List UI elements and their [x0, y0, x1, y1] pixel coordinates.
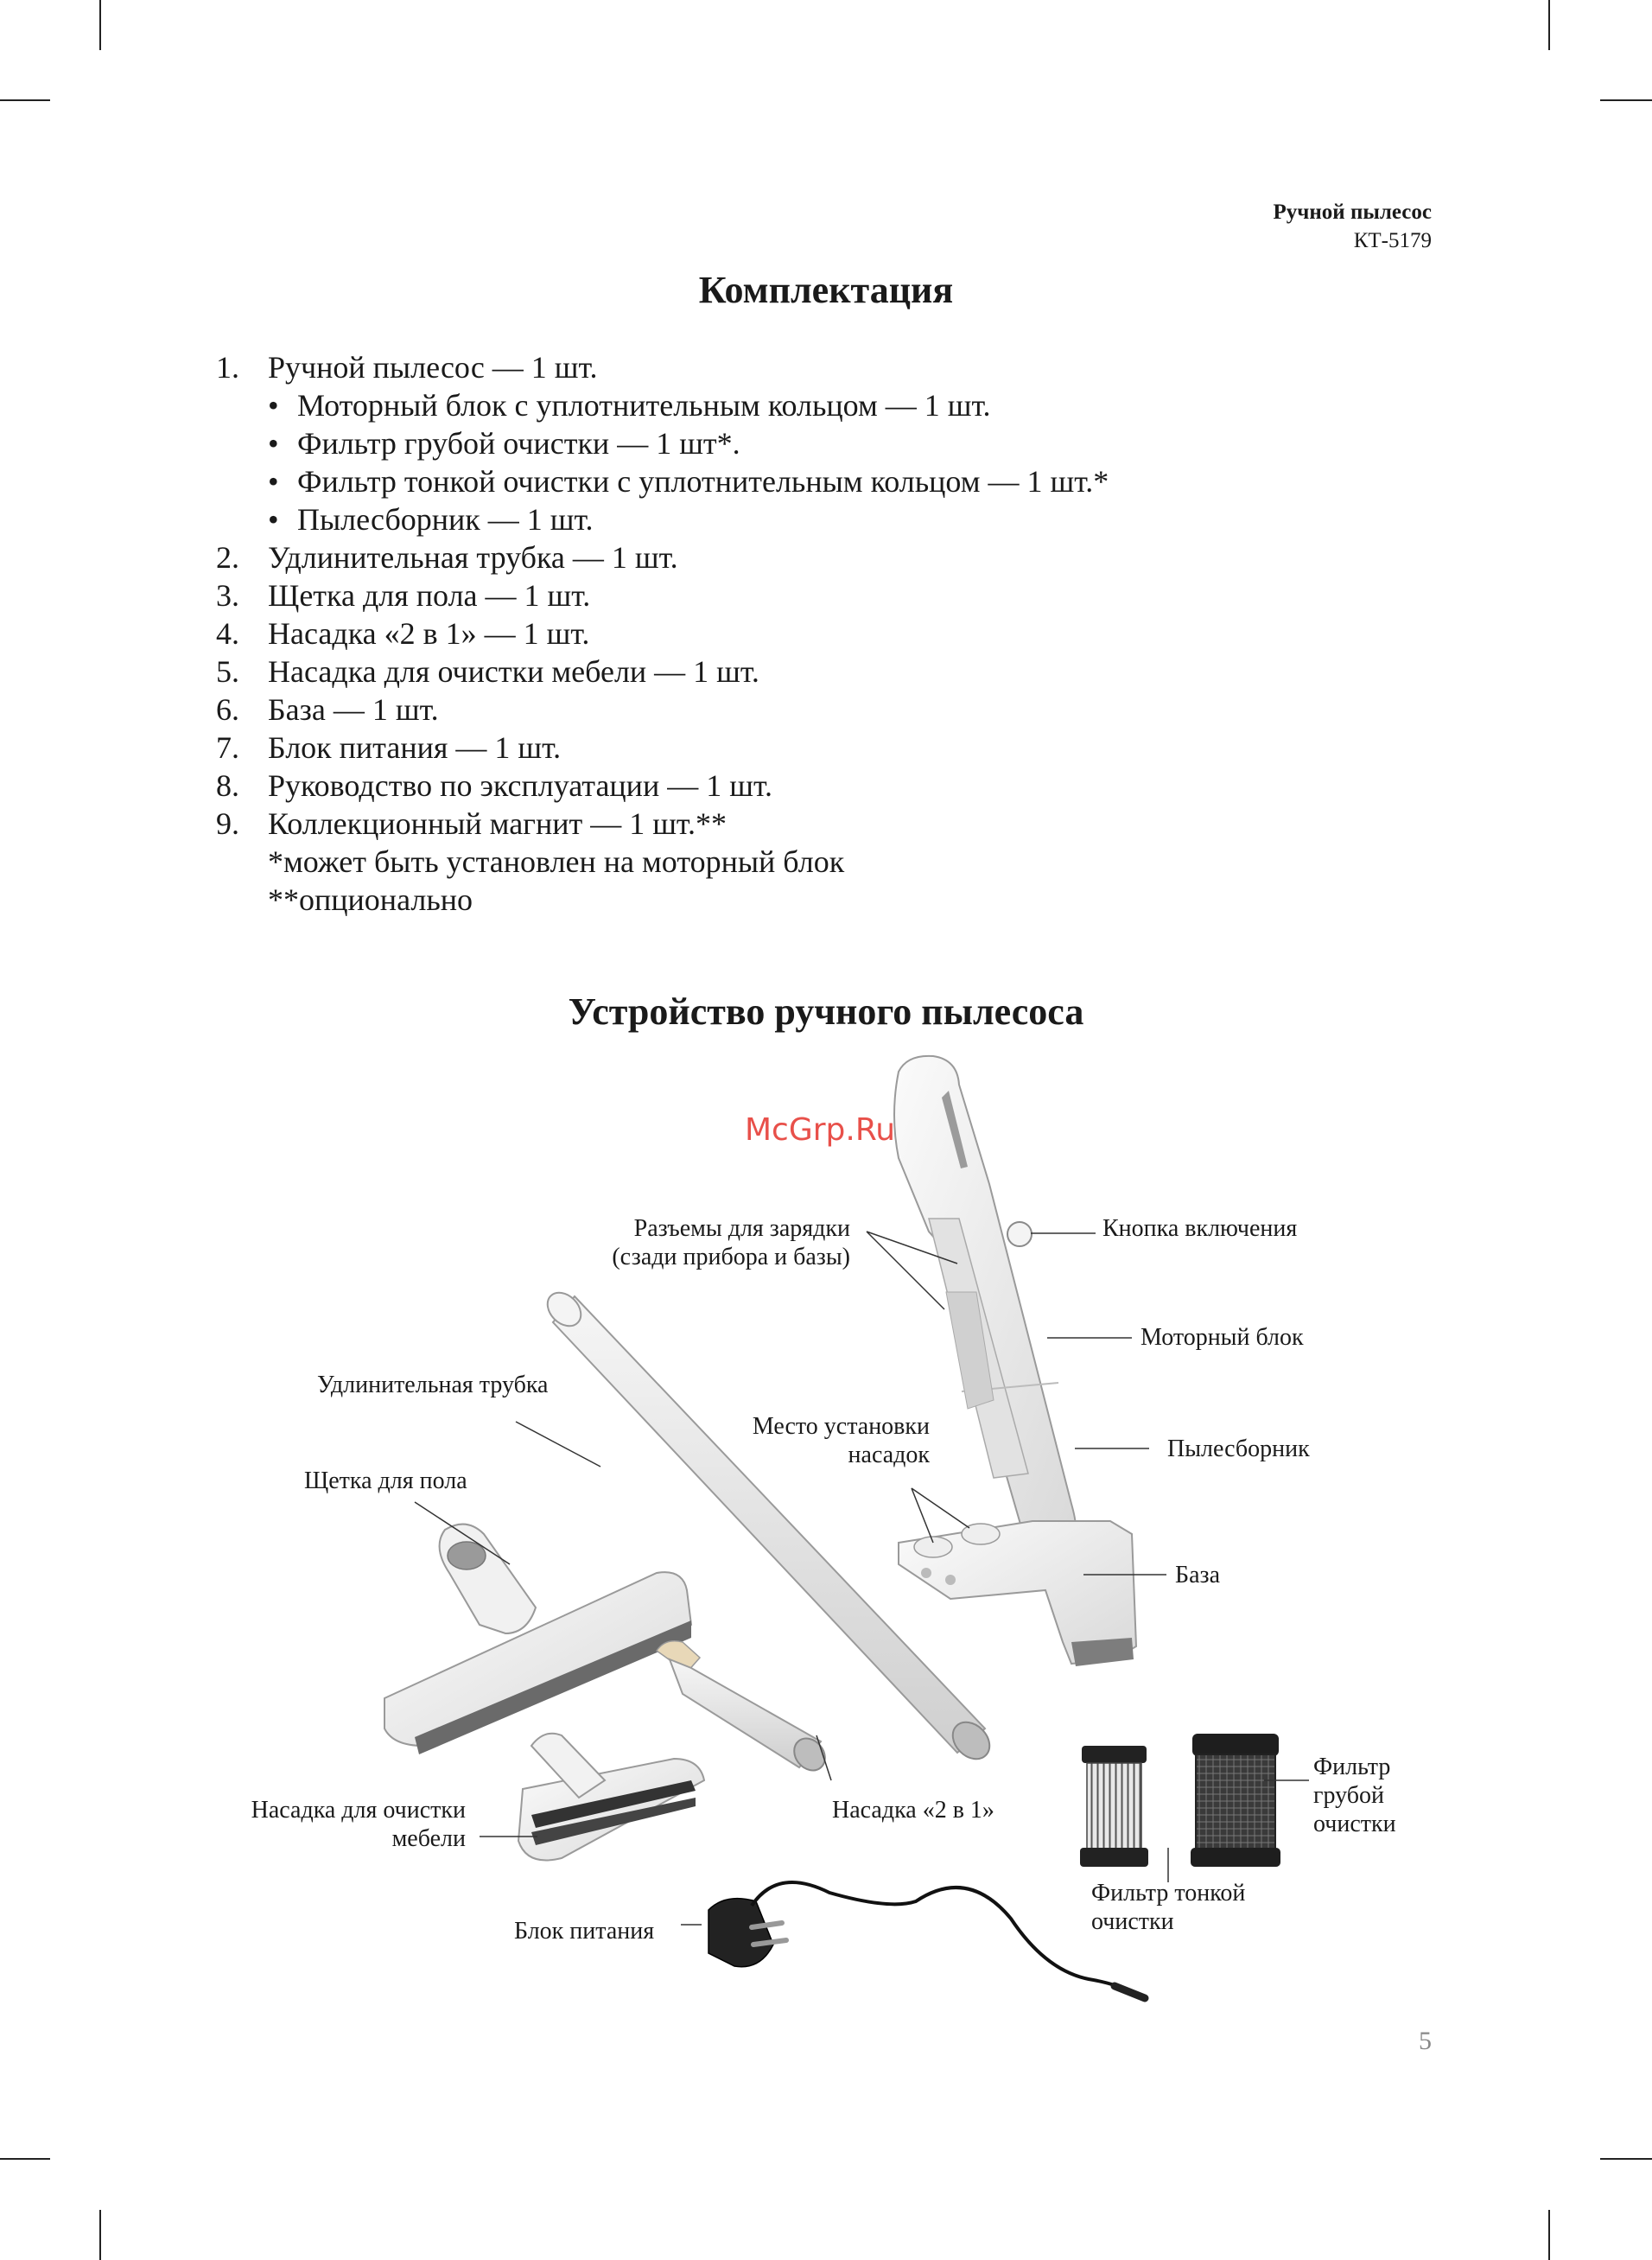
crop-mark [99, 2210, 101, 2260]
vacuum-diagram [0, 1037, 1652, 2040]
item-text: Фильтр грубой очистки — 1 шт*. [297, 426, 740, 461]
crop-mark [1548, 0, 1550, 50]
device-title: Устройство ручного пылесоса [568, 990, 1084, 1033]
item-text: Коллекционный магнит — 1 шт.** [268, 806, 727, 841]
item-text: Моторный блок с уплотнительным кольцом — 1 шт. [297, 388, 991, 423]
footnote-text: **опционально [268, 882, 473, 917]
label-line: насадок [848, 1442, 930, 1468]
item-text: Насадка для очистки мебели — 1 шт. [268, 654, 759, 689]
crop-mark [99, 0, 101, 50]
item-number: 7. [216, 730, 239, 765]
watermark: McGrp.Ru [745, 1112, 896, 1148]
coarse-filter-illustration [1191, 1734, 1280, 1867]
label-furniture-nozzle [251, 1796, 466, 1853]
two-in-one-nozzle-illustration [657, 1641, 831, 1777]
footnote-text: *может быть установлен на моторный блок [268, 844, 845, 879]
crop-mark [1600, 99, 1652, 101]
bullet: • [268, 502, 279, 537]
item-text: Руководство по эксплуатации — 1 шт. [268, 768, 772, 803]
bullet: • [268, 464, 279, 499]
label-fine-filter [1091, 1879, 1245, 1936]
kit-title: Комплектация [698, 269, 954, 311]
header-model: КТ-5179 [1353, 229, 1432, 252]
label-line: (сзади прибора и базы) [612, 1244, 850, 1270]
base-illustration [899, 1521, 1136, 1666]
crop-mark [0, 2158, 50, 2160]
label-line: Фильтр тонкой [1091, 1880, 1246, 1907]
power-supply-illustration [708, 1882, 1145, 1998]
item-number: 6. [216, 692, 239, 727]
label-line: Место установки [752, 1413, 930, 1440]
item-text: Удлинительная трубка — 1 шт. [268, 540, 678, 575]
furniture-nozzle-illustration [518, 1734, 704, 1861]
label-line: Насадка для очистки [251, 1797, 466, 1824]
item-number: 5. [216, 654, 239, 689]
power-button-illustration [1007, 1222, 1032, 1246]
item-number: 2. [216, 540, 239, 575]
label-line: очистки [1313, 1811, 1396, 1837]
label-line: Фильтр [1313, 1754, 1391, 1780]
bullet: • [268, 426, 279, 461]
label-dust-container: Пылесборник [1167, 1436, 1310, 1462]
crop-mark [0, 99, 50, 101]
item-number: 9. [216, 806, 239, 841]
bullet: • [268, 388, 279, 423]
label-nozzle-mount [753, 1412, 930, 1469]
item-number: 8. [216, 768, 239, 803]
label-coarse-filter [1313, 1753, 1396, 1838]
label-power-button: Кнопка включения [1102, 1215, 1298, 1242]
header-product-title: Ручной пылесос [1273, 201, 1432, 224]
label-charging-ports [612, 1214, 850, 1271]
item-number: 3. [216, 578, 239, 613]
label-base: База [1175, 1562, 1220, 1588]
fine-filter-illustration [1080, 1746, 1148, 1867]
label-power-supply: Блок питания [514, 1918, 655, 1945]
label-two-in-one: Насадка «2 в 1» [832, 1797, 994, 1824]
item-text: Ручной пылесос — 1 шт. [268, 350, 598, 385]
label-extension-tube: Удлинительная трубка [317, 1372, 549, 1398]
extension-tube-illustration [541, 1286, 997, 1767]
item-text: База — 1 шт. [268, 692, 439, 727]
label-motor-block: Моторный блок [1141, 1324, 1304, 1351]
floor-brush-illustration [384, 1525, 691, 1754]
page-number: 5 [1419, 2027, 1432, 2055]
crop-mark [1548, 2210, 1550, 2260]
item-text: Пылесборник — 1 шт. [297, 502, 594, 537]
crop-mark [1600, 2158, 1652, 2160]
label-floor-brush: Щетка для пола [304, 1467, 467, 1494]
item-text: Насадка «2 в 1» — 1 шт. [268, 616, 590, 651]
label-line: грубой [1313, 1782, 1384, 1809]
vacuum-body-illustration [894, 1056, 1076, 1543]
label-line: мебели [391, 1825, 466, 1852]
item-text: Фильтр тонкой очистки с уплотнительным кольцом — 1 шт.* [297, 464, 1109, 499]
item-text: Щетка для пола — 1 шт. [268, 578, 591, 613]
item-text: Блок питания — 1 шт. [268, 730, 562, 765]
item-number: 4. [216, 616, 239, 651]
label-line: Разъемы для зарядки [633, 1215, 850, 1242]
item-number: 1. [216, 350, 239, 385]
label-line: очистки [1091, 1908, 1174, 1935]
